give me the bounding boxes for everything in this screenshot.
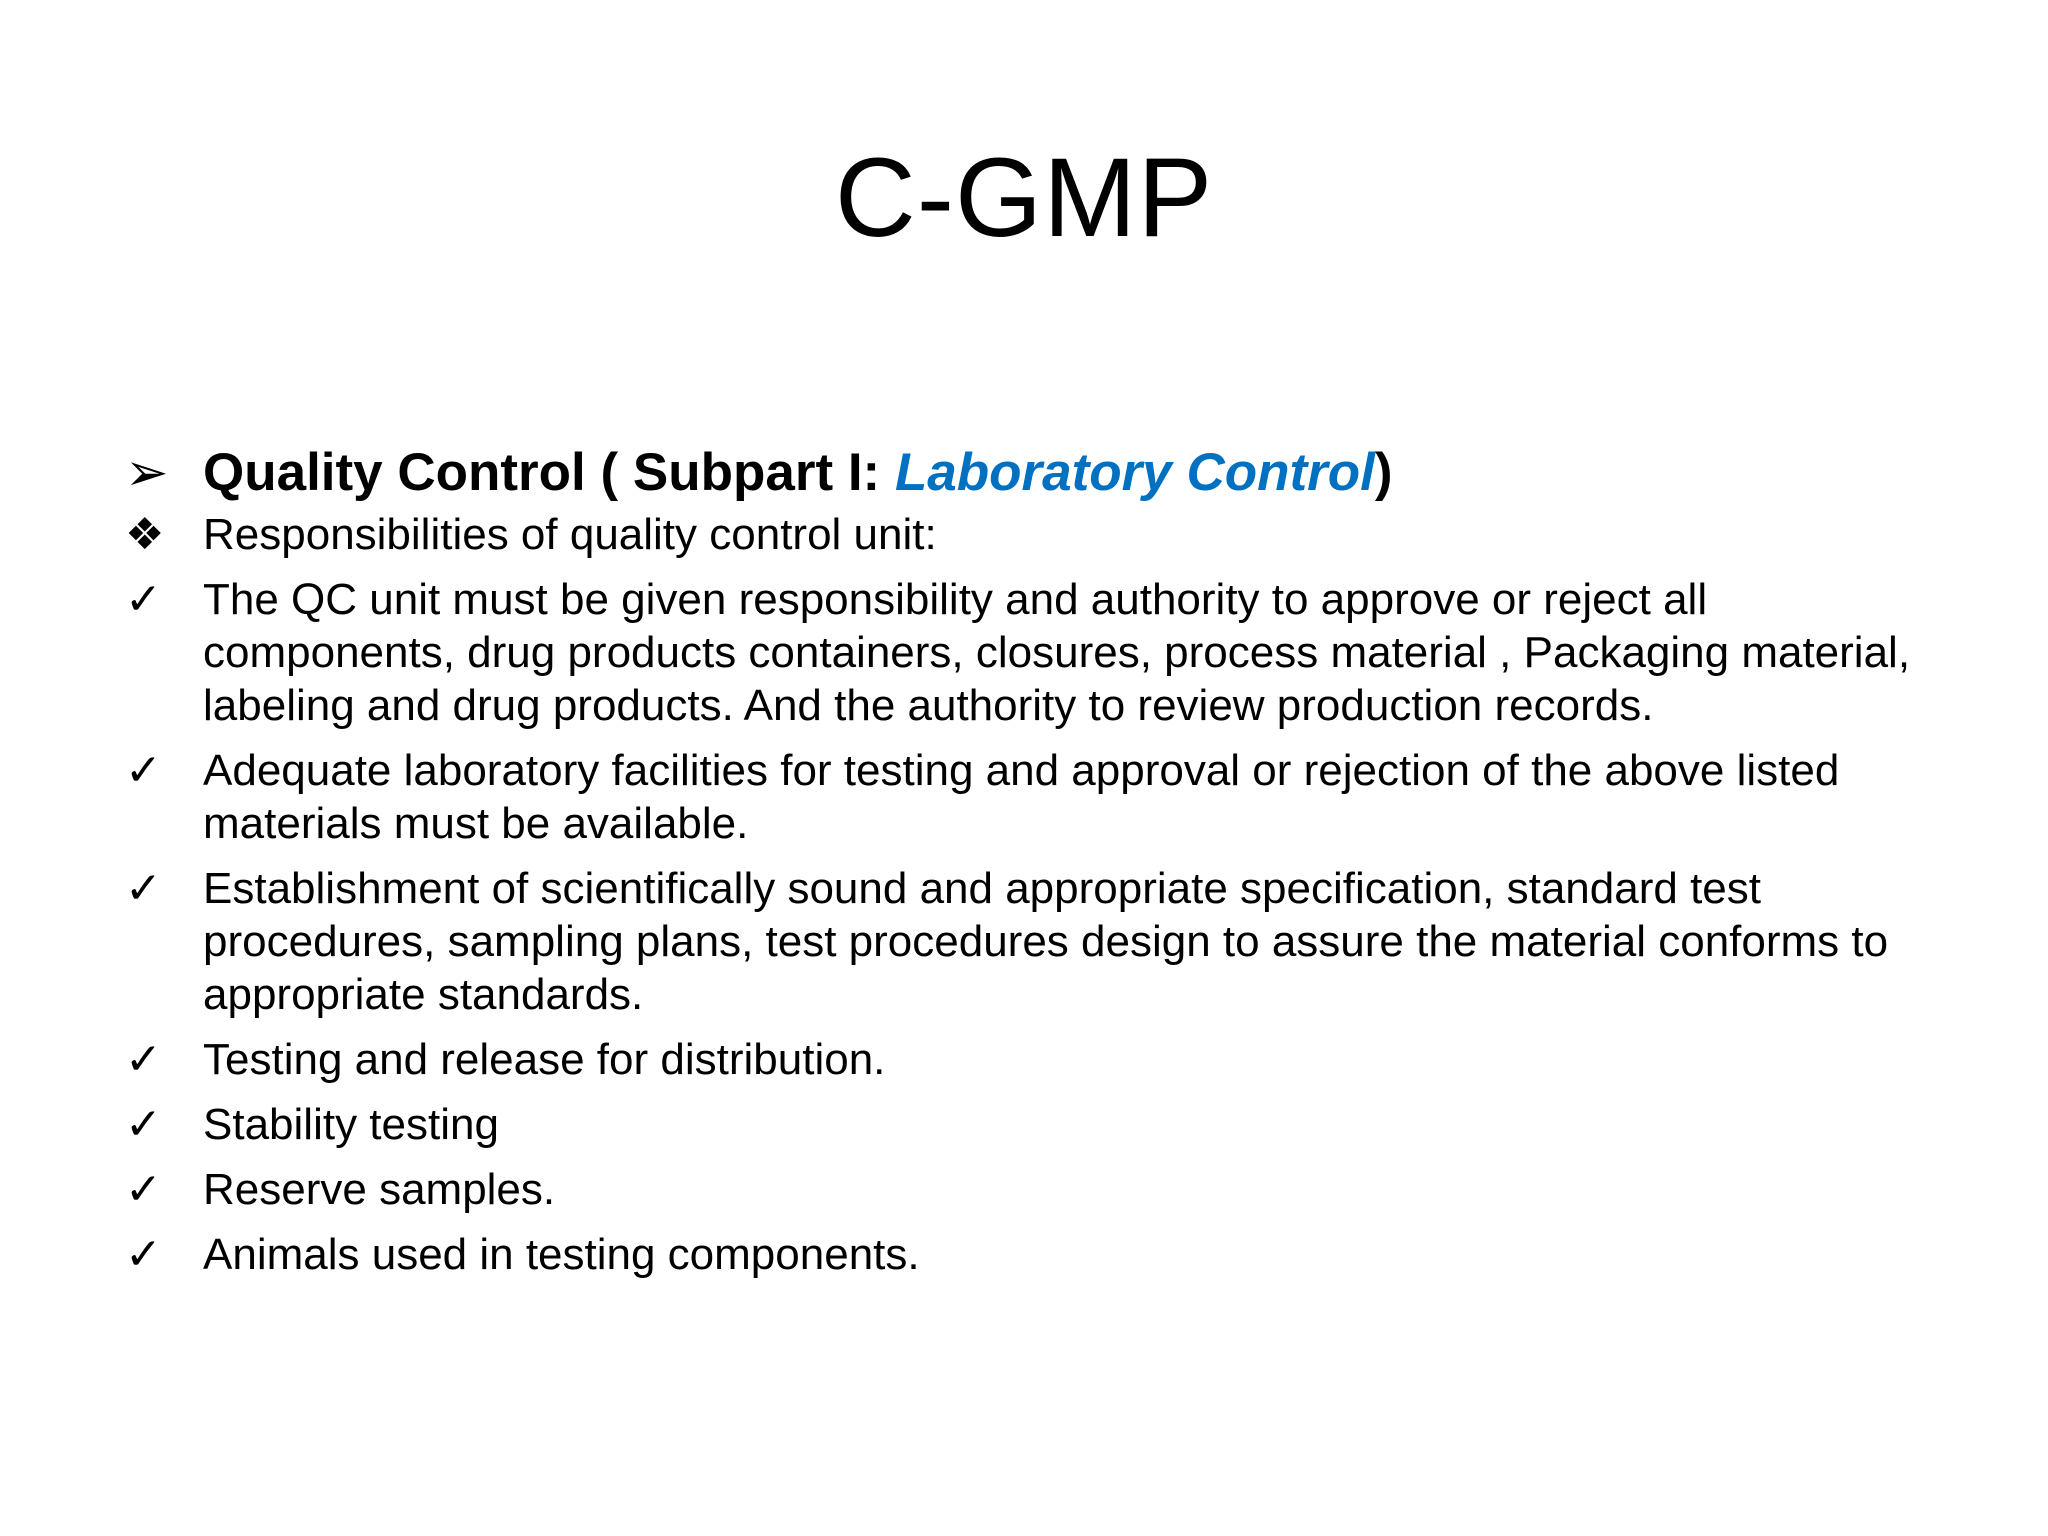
list-item bbox=[125, 573, 1955, 732]
list-item-text: Animals used in testing components. bbox=[203, 1230, 920, 1279]
list-item bbox=[125, 1163, 1955, 1216]
list-item bbox=[125, 1098, 1955, 1151]
list-item-text: Establishment of scientifically sound and appropriate specification, standard test procedures, sampling plans, test procedures design to assure the material conforms to appropriate standards. bbox=[203, 864, 1889, 1019]
slide-title: C-GMP bbox=[834, 135, 1214, 260]
heading-item bbox=[125, 440, 1955, 506]
list-item bbox=[125, 1228, 1955, 1281]
list-item bbox=[125, 744, 1955, 850]
checkmark-icon: ✓ bbox=[125, 746, 162, 795]
list-item bbox=[125, 1033, 1955, 1086]
checkmark-icon: ✓ bbox=[125, 575, 162, 624]
subheading-item bbox=[125, 508, 1955, 561]
heading-suffix: ) bbox=[1374, 443, 1393, 502]
checkmark-icon: ✓ bbox=[125, 1165, 162, 1214]
subheading-text: Responsibilities of quality control unit: bbox=[203, 510, 937, 559]
checkmark-icon: ✓ bbox=[125, 1230, 162, 1279]
checkmark-icon: ✓ bbox=[125, 1035, 162, 1084]
arrowhead-icon: ➢ bbox=[125, 444, 169, 502]
diamond-four-icon: ❖ bbox=[125, 510, 165, 559]
list-item-text: Adequate laboratory facilities for testing and approval or rejection of the above listed materials must be available. bbox=[203, 746, 1840, 848]
list-item bbox=[125, 862, 1955, 1021]
list-item-text: The QC unit must be given responsibility and authority to approve or reject all components, drug products containers, closures, process material , Packaging material, labeling and drug products. And the authority to review production records. bbox=[203, 575, 1911, 730]
heading-emphasis: Laboratory Control bbox=[894, 443, 1375, 502]
list-item-text: Testing and release for distribution. bbox=[203, 1035, 886, 1084]
heading-prefix: Quality Control ( Subpart I: bbox=[203, 443, 895, 502]
list-item-text: Reserve samples. bbox=[203, 1165, 556, 1214]
slide-content bbox=[125, 440, 1955, 1293]
list-item-text: Stability testing bbox=[203, 1100, 499, 1149]
checkmark-icon: ✓ bbox=[125, 864, 162, 913]
checkmark-icon: ✓ bbox=[125, 1100, 162, 1149]
